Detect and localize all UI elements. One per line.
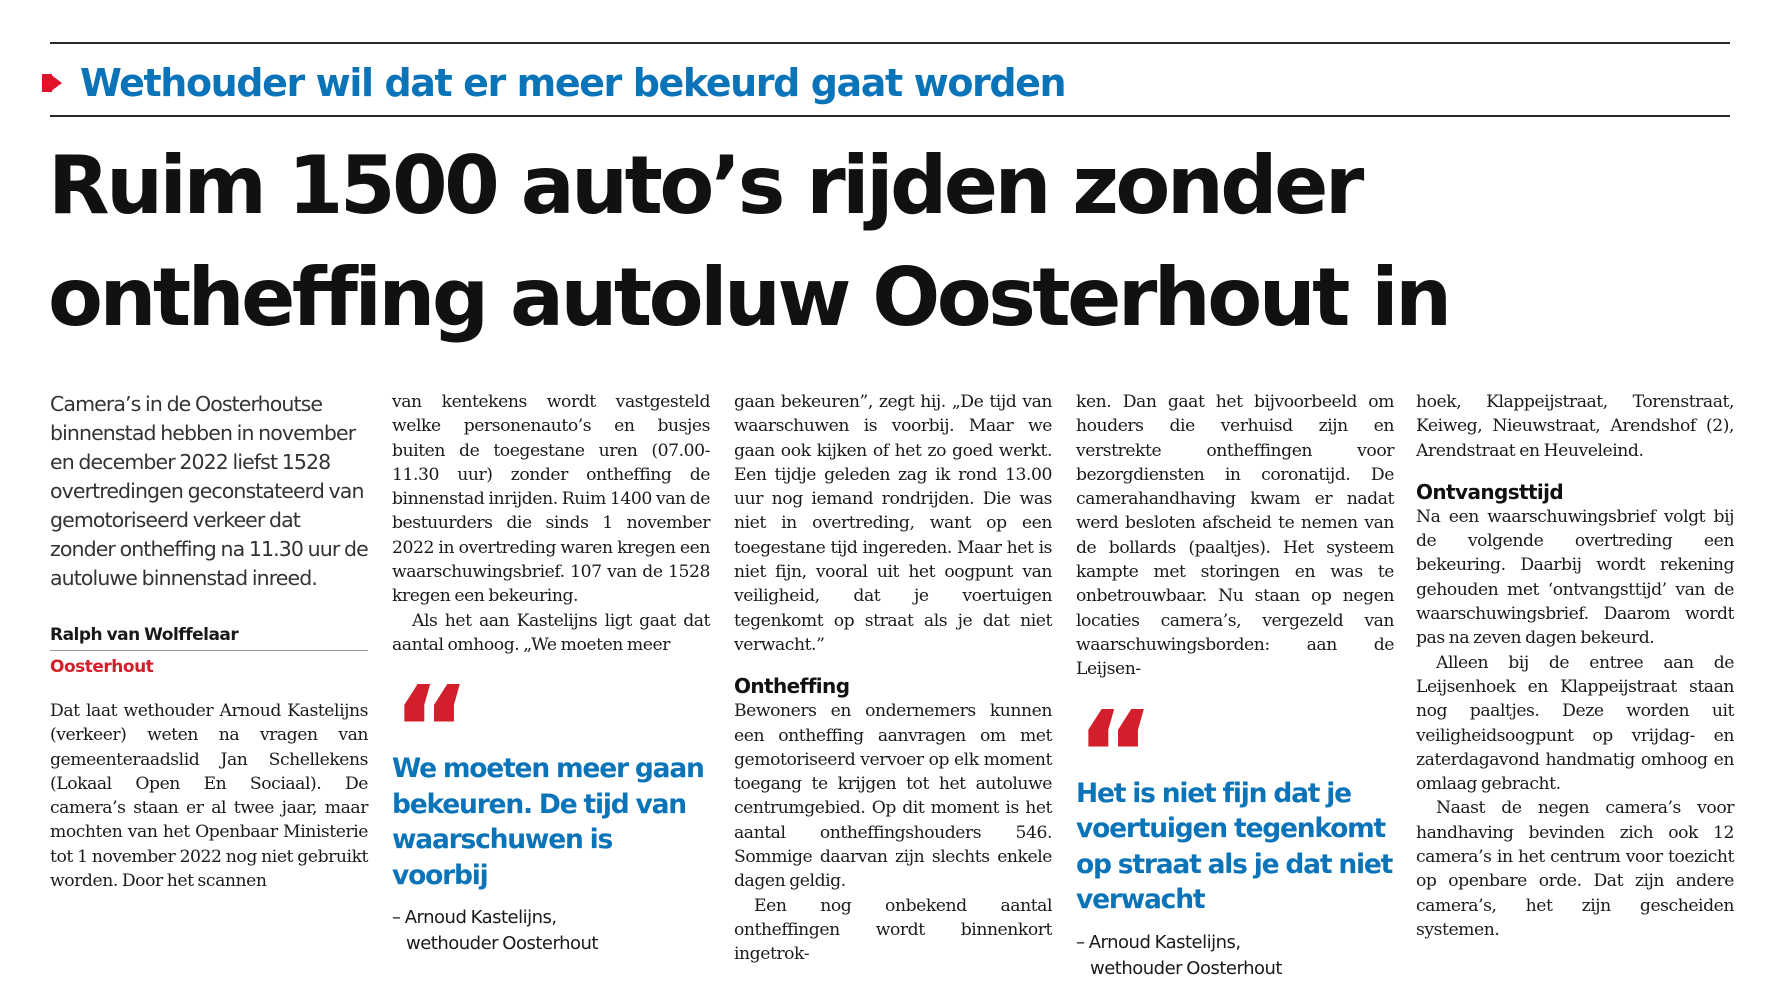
pull-quote-text: Het is niet fijn dat je voertuigen tegenkomt op straat als je dat niet verwacht bbox=[1076, 777, 1393, 916]
intro-text: Camera’s in de Oosterhoutse binnenstad hebben in november en december 2022 liefst 1528 overtredingen geconstateerd van gemotoriseerd verkeer dat zonder ontheffing na 11.30 uur de autoluwe binnenstad inreed. bbox=[50, 392, 368, 590]
body-paragraph: gaan bekeuren”, zegt hij. „De tijd van waarschuwen is voorbij. Maar we gaan ook kijken of het zo goed werkt. Een tijdje geleden zag ik rond 13.00 uur nog iemand rondrijden. Die was niet in overtreding, want op een toegestane tijd ingereden. Maar het is niet fijn, vooral uit het oogpunt van veiligheid, dat je voertuigen tegenkomt op straat als je dat niet verwacht.” bbox=[734, 392, 1052, 655]
body-paragraph: Een nog onbekend aantal ontheffingen wordt binnenkort ingetrok- bbox=[734, 895, 1052, 965]
body-paragraph: Alleen bij de entree aan de Leijsenhoek en Klappeijstraat staan nog paaltjes. Deze worden uit veiligheidsoogpunt op vrijdag- en zaterdagavond handmatig omhoog en omlaag gebracht. bbox=[1416, 652, 1734, 795]
body-paragraph: hoek, Klappeijstraat, Torenstraat, Keiweg, Nieuwstraat, Arendshof (2), Arendstraat en Heuveleind. bbox=[1416, 392, 1734, 461]
attribution-name: – Arnoud Kastelijns, bbox=[1076, 931, 1241, 953]
column-4 bbox=[1076, 390, 1394, 982]
kicker-arrow-icon bbox=[50, 74, 62, 92]
kicker-text: Wethouder wil dat er meer bekeurd gaat worden bbox=[80, 61, 1066, 105]
body-paragraph: Als het aan Kastelijns ligt gaat dat aantal omhoog. „We moeten meer bbox=[392, 610, 710, 655]
dateline: Oosterhout bbox=[50, 657, 154, 677]
pull-quote-attribution bbox=[392, 905, 710, 957]
headline-line-2: ontheffing autoluw Oosterhout in bbox=[48, 251, 1449, 344]
attribution-role: wethouder Oosterhout bbox=[406, 933, 598, 955]
body-paragraph: Dat laat wethouder Arnoud Kastelijns (verkeer) weten na vragen van gemeenteraadslid Jan Schellekens (Lokaal Open En Sociaal). De camera’s staan er al twee jaar, maar mochten van het Openbaar Ministerie tot 1 november 2022 nog niet gebruikt worden. Door het scannen bbox=[50, 701, 368, 892]
body-paragraph: van kentekens wordt vastgesteld welke personenauto’s en busjes buiten de toegestane uren (07.00-11.30 uur) zonder ontheffing de binnenstad inrijden. Ruim 1400 van de bestuurders die sinds 1 november 2022 in overtreding waren kregen een waarschuwingsbrief. 107 van de 1528 kregen een bekeuring. bbox=[392, 392, 710, 607]
body-paragraph: Na een waarschuwingsbrief volgt bij de volgende overtreding een bekeuring. Daarbij wordt rekening gehouden met ‘ontvangsttijd’ van de waarschuwingsbrief. Daarom wordt pas na zeven dagen bekeurd. bbox=[1416, 506, 1734, 649]
quote-mark-icon: “ bbox=[392, 662, 461, 802]
pull-quote-1 bbox=[392, 662, 710, 957]
kicker bbox=[50, 58, 1065, 108]
byline: Ralph van Wolffelaar bbox=[50, 625, 239, 645]
pull-quote-text: We moeten meer gaan bekeuren. De tijd van waarschuwen is voorbij bbox=[392, 753, 704, 891]
byline-divider bbox=[50, 650, 368, 651]
column-3 bbox=[734, 390, 1052, 967]
pull-quote-attribution bbox=[1076, 930, 1394, 982]
subheading: Ontvangsttijd bbox=[1416, 479, 1564, 504]
column-5 bbox=[1416, 390, 1734, 942]
headline-line-1: Ruim 1500 auto’s rijden zonder bbox=[48, 139, 1361, 232]
body-paragraph: ken. Dan gaat het bijvoorbeeld om houders die verhuisd zijn en verstrekte ontheffingen voor bezorgdiensten in coronatijd. De camerahandhaving kwam er nadat werd besloten afscheid te nemen van de bollards (paaltjes). Het systeem kampte met storingen en was te onbetrouwbaar. Nu staan op negen locaties camera’s, vergezeld van waarschuwingsborden: aan de Leijsen- bbox=[1076, 392, 1394, 680]
subheading: Ontheffing bbox=[734, 674, 850, 699]
quote-mark-icon: “ bbox=[1076, 686, 1145, 826]
top-rule bbox=[50, 42, 1730, 44]
pull-quote-2 bbox=[1076, 686, 1394, 982]
body-paragraph: Bewoners en ondernemers kunnen een ontheffing aanvragen om met gemotoriseerd vervoer op elk moment toegang te krijgen tot het autoluwe centrumgebied. Op dit moment is het aantal ontheffingshouders 546. Sommige daarvan zijn slechts enkele dagen geldig. bbox=[734, 701, 1052, 892]
column-2 bbox=[392, 390, 710, 957]
attribution-role: wethouder Oosterhout bbox=[1090, 957, 1282, 979]
column-1 bbox=[50, 390, 368, 893]
kicker-rule bbox=[50, 115, 1730, 117]
attribution-name: – Arnoud Kastelijns, bbox=[392, 907, 557, 929]
body-paragraph: Naast de negen camera’s voor handhaving bevinden zich ook 12 camera’s in het centrum voor toezicht op openbare orde. Dat zijn andere camera’s, het zijn gescheiden systemen. bbox=[1416, 798, 1734, 940]
headline bbox=[48, 130, 1738, 354]
